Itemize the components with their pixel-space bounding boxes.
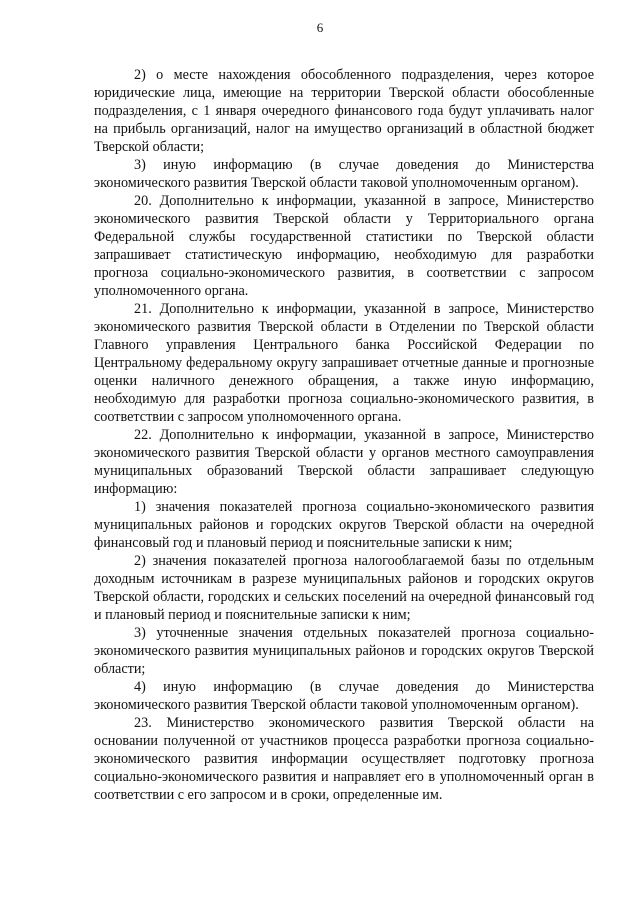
paragraph-22-item-1: 1) значения показателей прогноза социально-экономического развития муниципальных районов и городских округов Тверской области на очередной финансовый год и плановый период и пояснительные записки к ним; [94, 499, 594, 551]
paragraph-item-3-other-info: 3) иную информацию (в случае доведения до Министерства экономического развития Тверской области таковой уполномоченным органом). [94, 157, 594, 191]
paragraph-23-forecast: 23. Министерство экономического развития Тверской области на основании полученной от участников процесса разработки прогноза социально-экономического развития информации осуществляет подготовку прогноза социально-экономического развития и направляет его в уполномоченный орган в соответствии с его запросом и в сроки, определенные им. [94, 715, 594, 803]
paragraph-22-item-4: 4) иную информацию (в случае доведения до Министерства экономического развития Тверской области таковой уполномоченным органом). [94, 679, 594, 713]
document-body [94, 66, 594, 804]
paragraph-22-municipal: 22. Дополнительно к информации, указанной в запросе, Министерство экономического развития Тверской области у органов местного самоуправления муниципальных образований Тверской области запрашивает следующую информацию: [94, 427, 594, 497]
paragraph-20-statistics: 20. Дополнительно к информации, указанной в запросе, Министерство экономического развития Тверской области у Территориального органа Федеральной службы государственной статистики по Тверской области запрашивает статистическую информацию, необходимую для разработки прогноза социально-экономического развития, в соответствии с запросом уполномоченного органа. [94, 193, 594, 299]
paragraph-22-item-3: 3) уточненные значения отдельных показателей прогноза социально-экономического развития муниципальных районов и городских округов Тверской области; [94, 625, 594, 677]
page-number: 6 [316, 20, 324, 35]
paragraph-22-item-2: 2) значения показателей прогноза налогооблагаемой базы по отдельным доходным источникам в разрезе муниципальных районов и городских округов Тверской области, городских и сельских поселений на очередной финансовый год и плановый период и пояснительные записки к ним; [94, 553, 594, 623]
paragraph-item-2-location: 2) о месте нахождения обособленного подразделения, через которое юридические лица, имеющие на территории Тверской области обособленные подразделения, с 1 января очередного финансового года будут уплачивать налог на прибыль организаций, налог на имущество организаций в областной бюджет Тверской области; [94, 67, 594, 155]
paragraph-21-central-bank: 21. Дополнительно к информации, указанной в запросе, Министерство экономического развития Тверской области в Отделении по Тверской области Главного управления Центрального банка Российской Федерации по Центральному федеральному округу запрашивает отчетные данные и прогнозные оценки наличного денежного обращения, а также иную информацию, необходимую для разработки прогноза социально-экономического развития, в соответствии с запросом уполномоченного органа. [94, 301, 594, 425]
